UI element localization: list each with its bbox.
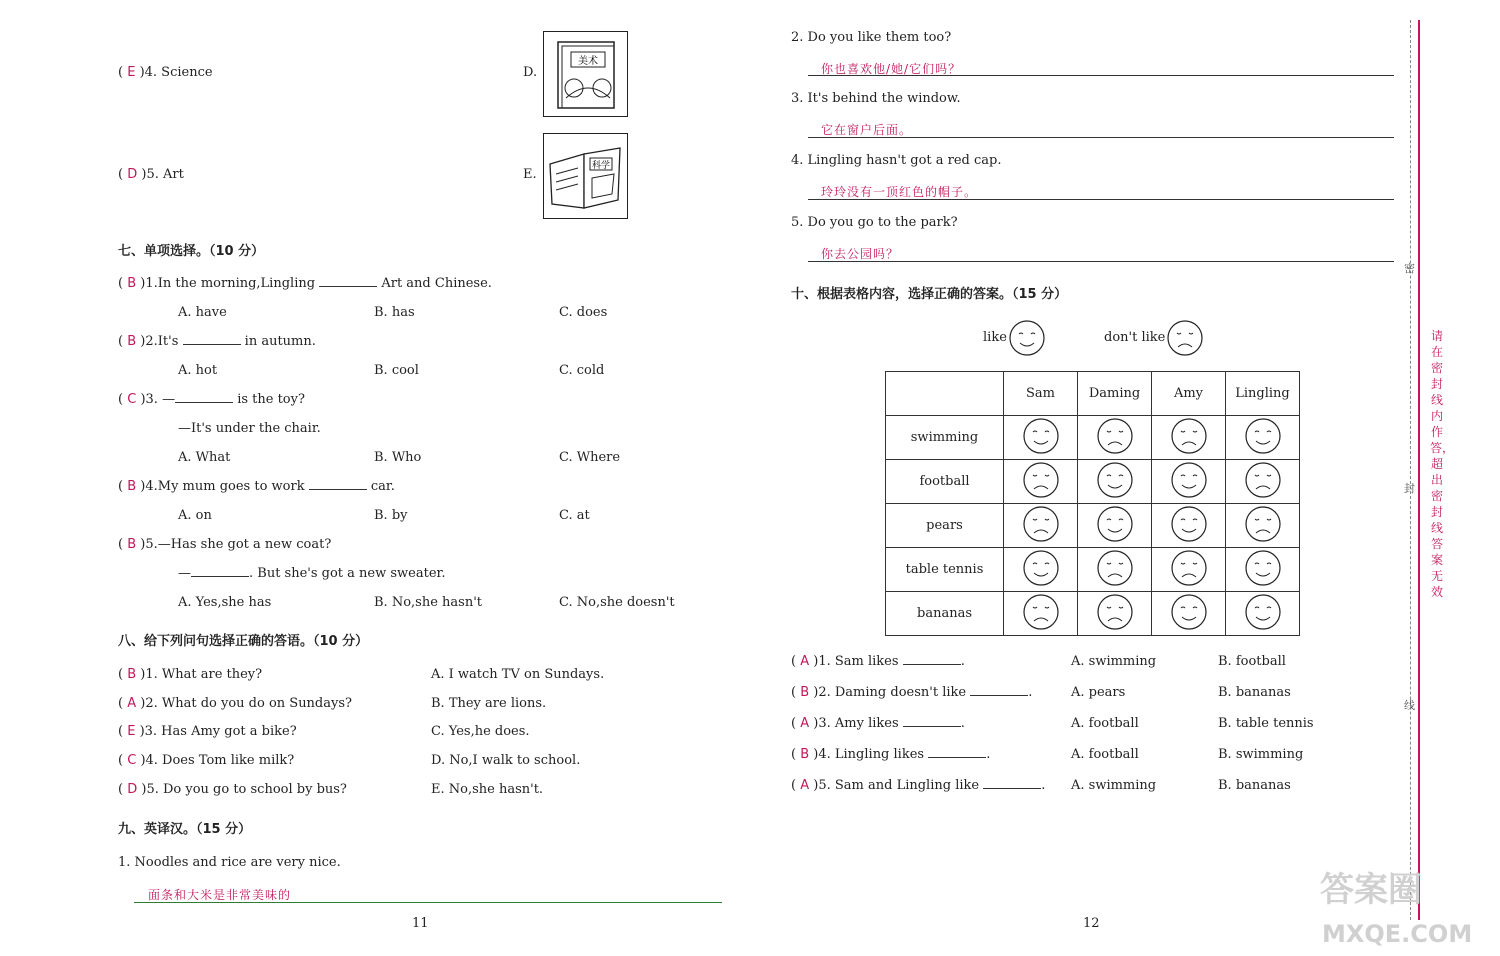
dislike-face-icon — [1096, 593, 1134, 635]
sec8-option: B. They are lions. — [431, 696, 547, 711]
option-letter-d: D. — [523, 65, 538, 80]
face-cell — [1078, 504, 1152, 548]
question: )3. Amy likes — [813, 716, 899, 731]
sec7-q4: ( B )4.My mum goes to work car. — [118, 479, 395, 494]
answer-mark: A — [127, 696, 137, 711]
option-c: C. Where — [559, 450, 621, 465]
row-label: table tennis — [886, 548, 1004, 592]
option-b: B. bananas — [1218, 685, 1291, 700]
face-cell — [1004, 460, 1078, 504]
option-a: A. have — [178, 305, 227, 320]
answer-blank — [903, 654, 961, 665]
sec8-option: C. Yes,he does. — [431, 724, 530, 739]
row-label: swimming — [886, 416, 1004, 460]
seal-mark: 线 — [1404, 699, 1415, 712]
face-cell — [1152, 592, 1226, 636]
sec8-option: A. I watch TV on Sundays. — [431, 667, 605, 682]
sec8-row: ( B )1. What are they? — [118, 667, 263, 682]
q-stem: It's — [157, 334, 179, 349]
question: )4. Lingling likes — [813, 747, 925, 762]
option-c: C. does — [559, 305, 608, 320]
question: )2. Daming doesn't like — [813, 685, 967, 700]
sec10-q3: ( A )3. Amy likes . — [791, 716, 965, 731]
page-number-left: 11 — [412, 916, 429, 931]
answer-mark: A — [800, 654, 810, 669]
option-b: B. has — [374, 305, 415, 320]
section-10-title: 十、根据表格内容，选择正确的答案。（15 分） — [791, 287, 1068, 302]
option-b: B. swimming — [1218, 747, 1304, 762]
answer-line — [808, 137, 1394, 138]
sec8-row: ( E )3. Has Amy got a bike? — [118, 724, 297, 739]
match-item-5: ( D )5. Art — [118, 167, 184, 182]
dislike-face-icon — [1022, 505, 1060, 547]
question: )4. Does Tom like milk? — [140, 753, 295, 768]
option-a: A. football — [1071, 747, 1139, 762]
face-cell — [1226, 504, 1300, 548]
answer-blank — [970, 685, 1028, 696]
question: )2. What do you do on Sundays? — [140, 696, 352, 711]
science-book-label: 科学 — [591, 161, 611, 171]
option-b: B. by — [374, 508, 408, 523]
question: )1. What are they? — [140, 667, 263, 682]
row-label: bananas — [886, 592, 1004, 636]
answer-mark: B — [127, 537, 137, 552]
answer-blank — [928, 747, 986, 758]
q-stem-end: is the toy? — [237, 392, 305, 407]
sec7-q1: ( B )1.In the morning,Lingling Art and Chinese. — [118, 276, 492, 291]
dislike-face-icon — [1022, 461, 1060, 503]
dislike-face-icon — [1096, 549, 1134, 591]
answer-mark: E — [127, 724, 136, 739]
like-face-icon — [1170, 505, 1208, 547]
like-face-icon — [1008, 319, 1046, 361]
match-item-4: ( E )4. Science — [118, 65, 213, 80]
row-label: pears — [886, 504, 1004, 548]
sec8-option: E. No,she hasn't. — [431, 782, 544, 797]
q-line2-text: . But she's got a new sweater. — [249, 566, 446, 581]
answer-mark: B — [800, 685, 810, 700]
option-b: B. cool — [374, 363, 419, 378]
answer-line — [808, 75, 1394, 76]
face-cell — [1152, 504, 1226, 548]
option-c: C. at — [559, 508, 590, 523]
sec8-row: ( A )2. What do you do on Sundays? — [118, 696, 352, 711]
answer-mark: C — [127, 392, 137, 407]
q-num: )1. — [140, 276, 158, 291]
trans-a2: 你也喜欢他/她/它们吗？ — [821, 62, 962, 76]
sec8-row: ( D )5. Do you go to school by bus? — [118, 782, 347, 797]
dislike-face-icon — [1166, 319, 1204, 361]
face-cell — [1078, 460, 1152, 504]
option-c: C. cold — [559, 363, 605, 378]
match-text: )4. Science — [139, 65, 213, 80]
sec10-q2: ( B )2. Daming doesn't like . — [791, 685, 1033, 700]
dislike-face-icon — [1096, 417, 1134, 459]
art-book-label: 美术 — [578, 56, 598, 67]
sec9-q1: 1. Noodles and rice are very nice. — [118, 855, 341, 870]
q-stem: — — [162, 392, 176, 407]
face-cell — [1004, 416, 1078, 460]
q-num: )5. — [140, 537, 158, 552]
option-a: A. Yes,she has — [178, 595, 272, 610]
option-b: B. No,she hasn't — [374, 595, 482, 610]
like-face-icon — [1170, 461, 1208, 503]
answer-mark: B — [127, 479, 137, 494]
option-a: A. on — [178, 508, 212, 523]
q-stem-end: car. — [370, 479, 395, 494]
question: )5. Do you go to school by bus? — [141, 782, 347, 797]
option-b: B. bananas — [1218, 778, 1291, 793]
option-a: A. pears — [1071, 685, 1126, 700]
q-stem: —Has she got a new coat? — [157, 537, 332, 552]
answer-mark: D — [127, 167, 138, 182]
q-stem: In the morning,Lingling — [157, 276, 316, 291]
col-header: Lingling — [1226, 372, 1300, 416]
sec7-q3: ( C )3. — is the toy? — [118, 392, 305, 407]
sec7-q2: ( B )2.It's in autumn. — [118, 334, 316, 349]
q-line2 — [178, 566, 445, 581]
answer-blank — [191, 566, 249, 577]
option-b: B. football — [1218, 654, 1286, 669]
q-stem-end: in autumn. — [244, 334, 316, 349]
sec7-q5: ( B )5.—Has she got a new coat? — [118, 537, 332, 552]
seal-instruction: 请在密封线内作答，超出密封线答案无效 — [1430, 329, 1455, 599]
answer-blank — [983, 778, 1041, 789]
answer-mark: B — [127, 276, 137, 291]
face-cell — [1078, 548, 1152, 592]
q-num: )3. — [140, 392, 158, 407]
answer-mark: B — [800, 747, 810, 762]
answer-line — [134, 902, 722, 903]
col-header: Daming — [1078, 372, 1152, 416]
like-face-icon — [1244, 417, 1282, 459]
option-a: A. football — [1071, 716, 1139, 731]
art-book-picture — [543, 31, 628, 117]
watermark-bottom: MXQE.COM — [1322, 920, 1473, 948]
like-face-icon — [1244, 549, 1282, 591]
sec10-q4: ( B )4. Lingling likes . — [791, 747, 991, 762]
col-header: Sam — [1004, 372, 1078, 416]
sec9-a1: 面条和大米是非常美味的 — [148, 888, 292, 902]
dislike-face-icon — [1170, 549, 1208, 591]
question: )1. Sam likes — [813, 654, 899, 669]
q-stem: My mum goes to work — [157, 479, 305, 494]
legend-like-label: like — [983, 330, 1007, 345]
face-cell — [1004, 548, 1078, 592]
option-a: A. hot — [178, 363, 218, 378]
dislike-face-icon — [1244, 505, 1282, 547]
row-label: football — [886, 460, 1004, 504]
sec8-option: D. No,I walk to school. — [431, 753, 581, 768]
seal-dashed-line — [1410, 20, 1411, 920]
option-b: B. Who — [374, 450, 422, 465]
answer-blank — [175, 392, 233, 403]
face-cell — [1152, 460, 1226, 504]
trans-q5: 5. Do you go to the park? — [791, 215, 958, 230]
section-8-title: 八、给下列问句选择正确的答语。（10 分） — [118, 634, 369, 649]
trans-q4: 4. Lingling hasn't got a red cap. — [791, 153, 1002, 168]
answer-mark: A — [800, 716, 810, 731]
answer-mark: B — [127, 334, 137, 349]
option-a: A. swimming — [1071, 778, 1157, 793]
science-book-picture — [543, 133, 628, 219]
face-cell — [1152, 548, 1226, 592]
seal-line — [1418, 20, 1420, 920]
option-b: B. table tennis — [1218, 716, 1314, 731]
seal-mark: 封 — [1404, 482, 1415, 495]
question: )3. Has Amy got a bike? — [139, 724, 297, 739]
face-cell — [1226, 592, 1300, 636]
answer-blank — [903, 716, 961, 727]
answer-line — [808, 199, 1394, 200]
like-face-icon — [1096, 505, 1134, 547]
option-a: A. What — [178, 450, 231, 465]
dislike-face-icon — [1022, 593, 1060, 635]
seal-mark: 密 — [1404, 262, 1415, 275]
legend-dislike-label: don't like — [1104, 330, 1166, 345]
face-cell — [1226, 548, 1300, 592]
sec8-row: ( C )4. Does Tom like milk? — [118, 753, 295, 768]
answer-blank — [309, 479, 367, 490]
question: )5. Sam and Lingling like — [813, 778, 980, 793]
dislike-face-icon — [1170, 417, 1208, 459]
watermark-top: 答案圈 — [1320, 870, 1422, 910]
trans-a3: 它在窗户后面。 — [821, 123, 913, 137]
answer-mark: D — [127, 782, 138, 797]
match-text: )5. Art — [141, 167, 184, 182]
q-num: )4. — [140, 479, 158, 494]
table-corner — [886, 372, 1004, 416]
answer-line — [808, 261, 1394, 262]
preference-table — [885, 371, 1300, 636]
sec10-q1: ( A )1. Sam likes . — [791, 654, 965, 669]
sec10-q5: ( A )5. Sam and Lingling like . — [791, 778, 1046, 793]
trans-a5: 你去公园吗？ — [821, 247, 900, 261]
answer-mark: C — [127, 753, 137, 768]
face-cell — [1226, 460, 1300, 504]
like-face-icon — [1022, 549, 1060, 591]
like-face-icon — [1244, 593, 1282, 635]
option-letter-e: E. — [523, 167, 537, 182]
answer-blank — [183, 334, 241, 345]
trans-q3: 3. It's behind the window. — [791, 91, 961, 106]
trans-a4: 玲玲没有一顶红色的帽子。 — [821, 185, 978, 199]
face-cell — [1004, 504, 1078, 548]
answer-mark: B — [127, 667, 137, 682]
face-cell — [1078, 592, 1152, 636]
option-c: C. No,she doesn't — [559, 595, 675, 610]
answer-blank — [319, 276, 377, 287]
trans-q2: 2. Do you like them too? — [791, 30, 952, 45]
like-face-icon — [1096, 461, 1134, 503]
q-num: )2. — [140, 334, 158, 349]
face-cell — [1226, 416, 1300, 460]
face-cell — [1004, 592, 1078, 636]
option-a: A. swimming — [1071, 654, 1157, 669]
q-stem-end: Art and Chinese. — [381, 276, 492, 291]
section-9-title: 九、英译汉。（15 分） — [118, 822, 252, 837]
face-cell — [1152, 416, 1226, 460]
section-7-title: 七、单项选择。（10 分） — [118, 244, 265, 259]
q-line2: —It's under the chair. — [178, 421, 321, 436]
col-header: Amy — [1152, 372, 1226, 416]
like-face-icon — [1022, 417, 1060, 459]
answer-mark: E — [127, 65, 136, 80]
like-face-icon — [1170, 593, 1208, 635]
dash: — — [178, 566, 191, 581]
dislike-face-icon — [1244, 461, 1282, 503]
face-cell — [1078, 416, 1152, 460]
page-number-right: 12 — [1083, 916, 1100, 931]
answer-mark: A — [800, 778, 810, 793]
